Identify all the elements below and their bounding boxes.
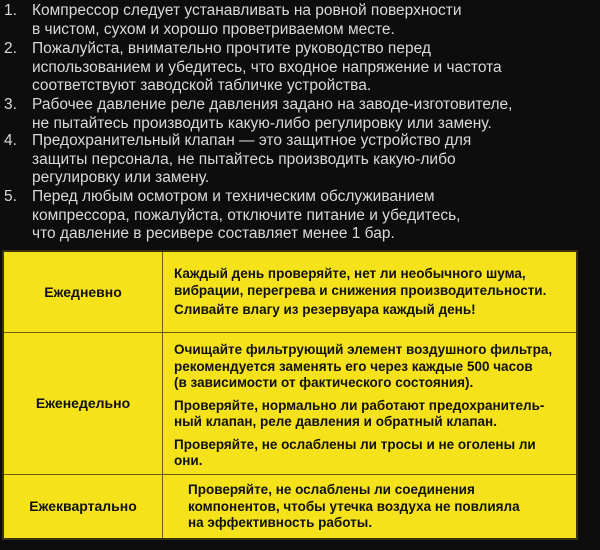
instruction-item [4, 132, 471, 188]
maintenance-item: Проверяйте, нормально ли работают предохранитель- ный клапан, реле давления и обратный клапан. [174, 397, 545, 429]
instruction-text: Перед любым осмотром и техническим обслуживанием компрессора, пожалуйста, отключите питание и убедитесь, что давление в ресивере составляет менее 1 бар. [32, 188, 461, 242]
instruction-text: Пожалуйста, внимательно прочтите руководство перед использованием и убедитесь, что входное напряжение и частота соответствуют заводской табличке устройства. [32, 40, 502, 94]
maintenance-item: Каждый день проверяйте, нет ли необычного шума, вибрации, перегрева и снижения производительности. [174, 266, 547, 298]
instruction-item [4, 188, 460, 244]
description-cell [174, 342, 562, 470]
maintenance-item: Проверяйте, не ослаблены ли тросы и не оголены ли они. [174, 436, 536, 468]
description-cell [174, 266, 562, 319]
instruction-number: 2. [4, 40, 17, 57]
table-row [4, 474, 576, 538]
instruction-number: 3. [4, 96, 17, 113]
instruction-item [4, 40, 502, 96]
maintenance-item: Сливайте влагу из резервуара каждый день! [174, 302, 476, 317]
instruction-text: Компрессор следует устанавливать на ровной поверхности в чистом, сухом и хорошо проветриваемом месте. [32, 2, 462, 38]
instruction-number: 1. [4, 2, 17, 19]
instruction-item [4, 96, 512, 133]
instruction-number: 4. [4, 132, 17, 149]
instruction-item [4, 2, 462, 39]
instruction-text: Рабочее давление реле давления задано на заводе-изготовителе, не пытайтесь производить какую-либо регулировку или замену. [32, 96, 513, 132]
instruction-text: Предохранительный клапан — это защитное устройство для защиты персонала, не пытайтесь производить какую-либо регулировку или замену. [32, 132, 472, 186]
frequency-cell: Еженедельно [4, 332, 163, 474]
instruction-number: 5. [4, 188, 17, 205]
maintenance-item: Очищайте фильтрующий элемент воздушного фильтра, рекомендуется заменять его через каждые 500 часов (в зависимости от фактического состояния). [174, 342, 553, 390]
maintenance-table [2, 250, 578, 540]
frequency-cell: Ежедневно [4, 252, 163, 332]
table-row [4, 252, 576, 333]
frequency-cell: Ежеквартально [4, 474, 163, 538]
table-row [4, 332, 576, 475]
description-cell [188, 482, 562, 532]
maintenance-item: Проверяйте, не ослаблены ли соединения компонентов, чтобы утечка воздуха не повлияла на эффективность работы. [188, 482, 520, 530]
